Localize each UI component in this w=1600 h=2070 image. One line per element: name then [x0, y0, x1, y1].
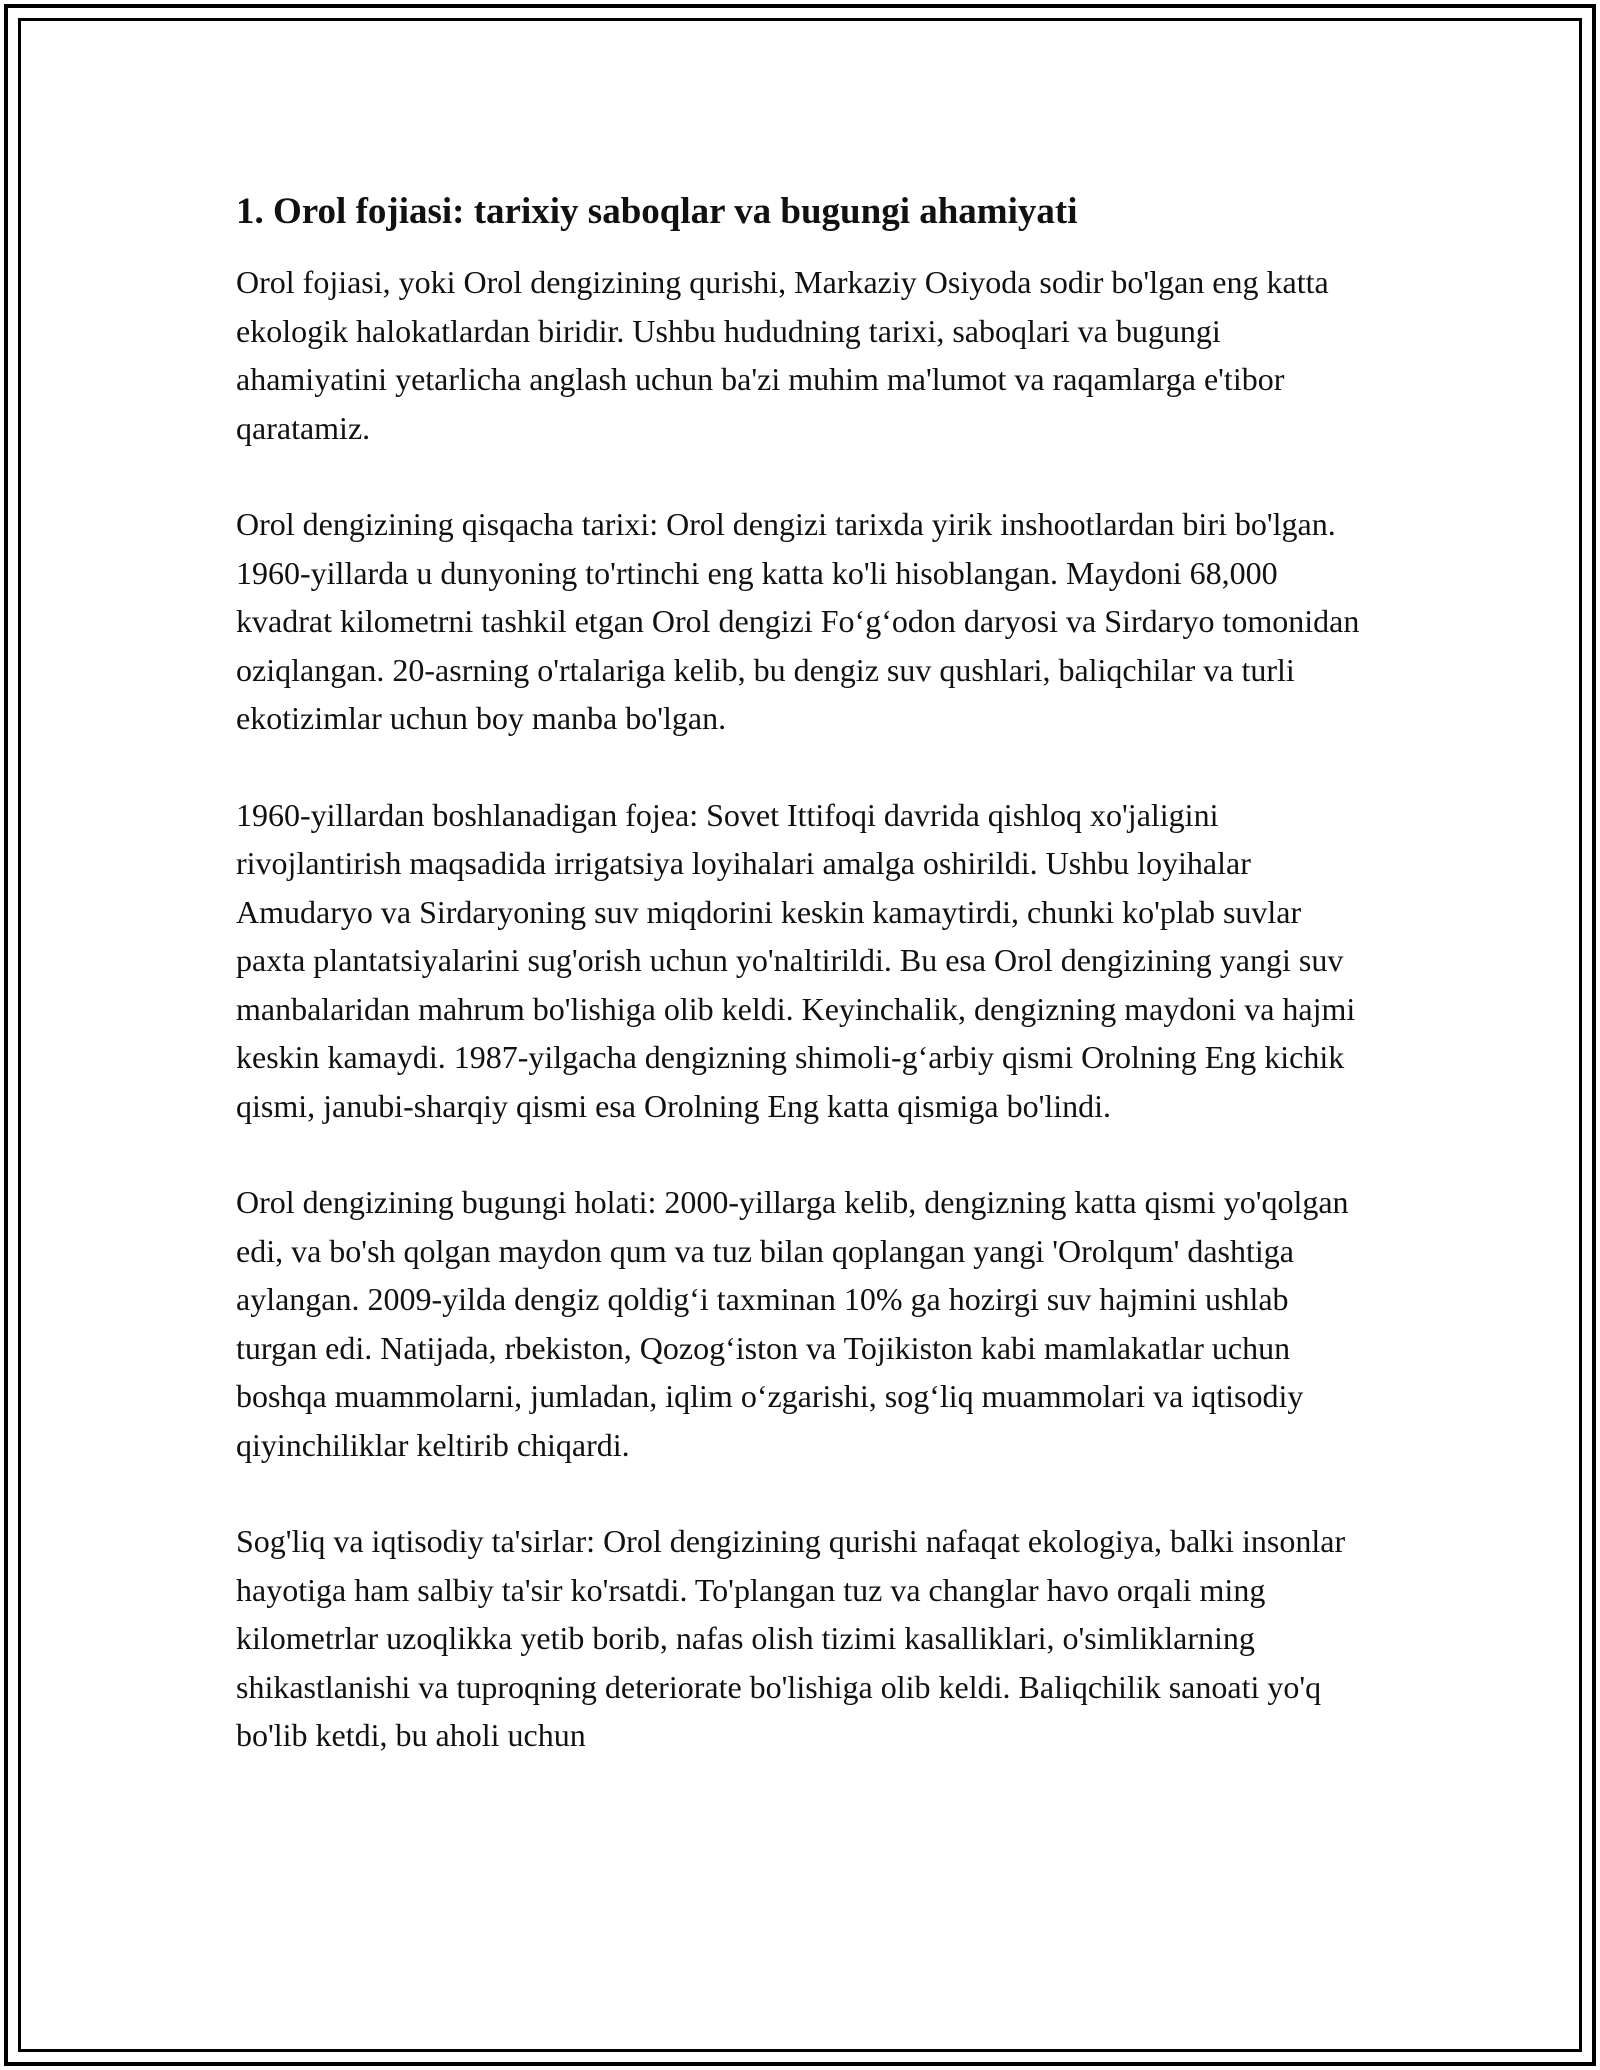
paragraph-history: Orol dengizining qisqacha tarixi: Orol dengizi tarixda yirik inshootlardan biri bo'lgan. 1960-yillarda u dunyoning to'rtinchi eng katta ko'li hisoblangan. Maydoni 68,000 kvadrat kilometrni tashkil etgan Orol dengizi Fo‘g‘odon daryosi va Sirdaryo tomonidan oziqlangan. 20-asrning o'rtalariga kelib, bu dengiz suv qushlari, baliqchilar va turli ekotizimlar uchun boy manba bo'lgan. — [236, 506, 1360, 736]
paragraph-tragedy: 1960-yillardan boshlanadigan fojea: Sovet Ittifoqi davrida qishloq xo'jaligini rivojlantirish maqsadida irrigatsiya loyihalari amalga oshirildi. Ushbu loyihalar Amudaryo va Sirdaryoning suv miqdorini keskin kamaytirdi, chunki ko'plab suvlar paxta plantatsiyalarini sug'orish uchun yo'naltirildi. Bu esa Orol dengizining yangi suv manbalaridan mahrum bo'lishiga olib keldi. Keyinchalik, dengizning maydoni va hajmi keskin kamaydi. 1987-yilgacha dengizning shimoli-g‘arbiy qismi Orolning Eng kichik qismi, janubi-sharqiy qismi esa Orolning Eng katta qismiga bo'lindi. — [236, 796, 1356, 1124]
section-heading: 1. Orol fojiasi: tarixiy saboqlar va bugungi ahamiyati — [236, 191, 1078, 232]
paragraph-current-state: Orol dengizining bugungi holati: 2000-yillarga kelib, dengizning katta qismi yo'qolgan edi, va bo'sh qolgan maydon qum va tuz bilan qoplangan yangi 'Orolqum' dashtiga aylangan. 2009-yilda dengiz qoldig‘i taxminan 10% ga hozirgi suv hajmini ushlab turgan edi. Natijada, rbekiston, Qozog‘iston va Tojikiston kabi mamlakatlar uchun boshqa muammolarni, jumladan, iqlim o‘zgarishi, sog‘liq muammolari va iqtisodiy qiyinchiliklar keltirib chiqardi. — [236, 1184, 1349, 1463]
paragraph-intro: Orol fojiasi, yoki Orol dengizining qurishi, Markaziy Osiyoda sodir bo'lgan eng katta ekologik halokatlardan biridir. Ushbu hududning tarixi, saboqlari va bugungi ahamiyatini yetarlicha anglash uchun ba'zi muhim ma'lumot va raqamlarga e'tibor qaratamiz. — [236, 264, 1329, 446]
document-body — [236, 188, 1366, 1760]
paragraph-health-economy: Sog'liq va iqtisodiy ta'sirlar: Orol dengizining qurishi nafaqat ekologiya, balki insonlar hayotiga ham salbiy ta'sir ko'rsatdi. To'plangan tuz va changlar havo orqali ming kilometrlar uzoqlikka yetib borib, nafas olish tizimi kasalliklari, o'simliklarning shikastlanishi va tuproqning deteriorate bo'lishiga olib keldi. Baliqchilik sanoati yo'q bo'lib ketdi, bu aholi uchun — [236, 1523, 1346, 1753]
